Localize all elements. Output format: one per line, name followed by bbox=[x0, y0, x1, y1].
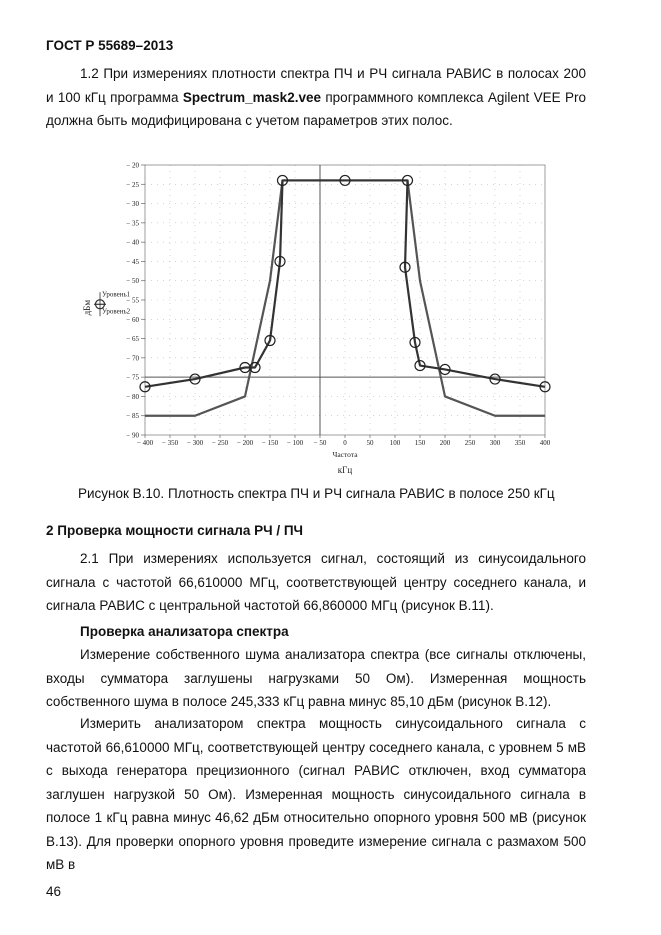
x-tick-label: 350 bbox=[514, 439, 526, 447]
x-tick-label: 300 bbox=[489, 439, 501, 447]
y-tick-label: − 30 bbox=[126, 200, 139, 209]
series-line-2 bbox=[145, 180, 545, 386]
y-tick-label: − 35 bbox=[126, 219, 139, 228]
paragraph-2-1: 2.1 При измерениях используется сигнал, состоящий из синусоидального сигнала с частотой 66,610000 МГц, соответствующей центру соседнего канала, и сигнала РАВИС с центральной частотой 66,860000 МГц (рисунок В.11). bbox=[46, 551, 586, 613]
x-tick-label: − 150 bbox=[261, 439, 279, 447]
y-tick-label: − 70 bbox=[126, 354, 139, 363]
paragraph-1-2 bbox=[46, 62, 586, 133]
section-2-title: 2 Проверка мощности сигнала РЧ / ПЧ bbox=[46, 523, 304, 538]
series-line-1 bbox=[145, 180, 545, 415]
chart-grid bbox=[145, 165, 545, 435]
page-number: 46 bbox=[46, 884, 62, 899]
x-tick-label: − 400 bbox=[136, 439, 154, 447]
y-tick-label: − 85 bbox=[126, 412, 139, 421]
y-tick-label: − 45 bbox=[126, 257, 139, 266]
x-tick-label: 400 bbox=[539, 439, 551, 447]
y-tick-label: − 90 bbox=[126, 431, 139, 440]
chart-series bbox=[140, 175, 550, 415]
program-name: Spectrum_mask2.vee bbox=[182, 89, 321, 105]
x-tick-label: 250 bbox=[464, 439, 476, 447]
x-tick-label: − 350 bbox=[161, 439, 179, 447]
y-tick-label: − 50 bbox=[126, 277, 139, 286]
chart-legend bbox=[94, 290, 131, 316]
x-tick-label: − 250 bbox=[211, 439, 229, 447]
x-tick-label: 0 bbox=[343, 439, 347, 447]
x-tick-label: 200 bbox=[439, 439, 451, 447]
legend-entry-1: Уровень1 bbox=[102, 290, 131, 299]
subheading-analyzer-check: Проверка анализатора спектра bbox=[80, 624, 289, 639]
paragraph-sine-measurement: Измерить анализатором спектра мощность синусоидального сигнала с частотой 66,610000 МГц, соответствующей центру соседнего канала, с уровнем 5 мВ с выхода генератора прецизионного (сигнал РАВИС отключен, вход сумматора заглушен нагрузкой 50 Ом). Измеренная мощность синусоидального сигнала в полосе 1 кГц равна минус 46,62 дБм относительно опорного уровня 500 мВ (рисунок В.13). Для проверки опорного уровня проведите измерение сигнала с размахом 500 мВ в bbox=[46, 716, 586, 872]
y-tick-label: − 40 bbox=[126, 238, 139, 247]
chart-axes bbox=[82, 162, 551, 476]
y-tick-label: − 80 bbox=[126, 392, 139, 401]
y-axis-label: дБм bbox=[82, 299, 92, 316]
para1-text-post: программного комплекса Agilent VEE Pro должна быть модифицирована с учетом параметров этих полос. bbox=[46, 89, 586, 128]
y-tick-label: − 55 bbox=[126, 296, 139, 305]
legend-entry-2: Уровень2 bbox=[102, 307, 131, 316]
x-tick-label: 100 bbox=[389, 439, 401, 447]
x-tick-label: − 100 bbox=[286, 439, 304, 447]
x-axis-label-bottom: кГц bbox=[337, 465, 353, 475]
x-axis-label-top: Частота bbox=[332, 450, 358, 459]
x-tick-label: − 200 bbox=[236, 439, 254, 447]
y-tick-label: − 65 bbox=[126, 335, 139, 344]
x-tick-label: 150 bbox=[414, 439, 426, 447]
y-tick-label: − 20 bbox=[126, 161, 139, 170]
paragraph-noise: Измерение собственного шума анализатора спектра (все сигналы отключены, входы сумматора заглушены нагрузками 50 Ом). Измеренная мощность собственного шума в полосе 245,333 кГц равна минус 85,10 дБм (рисунок В.12). bbox=[46, 647, 586, 709]
y-tick-label: − 25 bbox=[126, 180, 139, 189]
x-tick-label: 50 bbox=[366, 439, 374, 447]
x-tick-label: − 50 bbox=[313, 439, 327, 447]
x-tick-label: − 300 bbox=[186, 439, 204, 447]
spectrum-chart bbox=[80, 155, 570, 480]
figure-caption: Рисунок В.10. Плотность спектра ПЧ и РЧ сигнала РАВИС в полосе 250 кГц bbox=[78, 486, 555, 501]
document-header: ГОСТ Р 55689–2013 bbox=[46, 38, 174, 53]
para1-text-pre: 1.2 При измерениях плотности спектра ПЧ и РЧ сигнала РАВИС в полосах 200 и 100 кГц программа bbox=[46, 66, 586, 105]
y-tick-label: − 60 bbox=[126, 315, 139, 324]
y-tick-label: − 75 bbox=[126, 373, 139, 382]
